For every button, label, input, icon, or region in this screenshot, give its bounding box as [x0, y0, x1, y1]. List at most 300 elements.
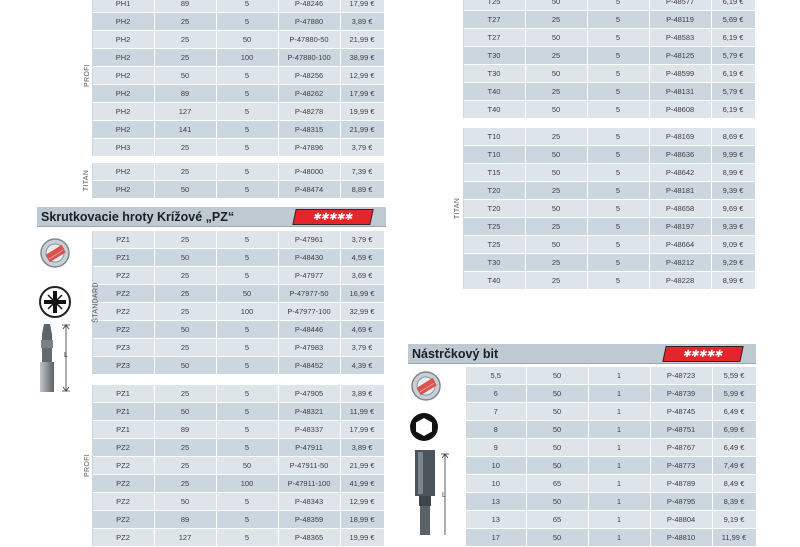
table-row: [76, 421, 384, 439]
table-row: [76, 31, 384, 49]
table-cell: 3,89 €: [340, 13, 384, 31]
table-cell: 11,99 €: [340, 403, 384, 421]
pz-length-label: L: [64, 352, 68, 359]
table-cell: 50: [216, 31, 278, 49]
table-cell: 1: [588, 439, 650, 457]
table-cell: 12,99 €: [340, 493, 384, 511]
table-cell: 5: [216, 403, 278, 421]
table-cell: 50: [216, 285, 278, 303]
table-cell: P-48169: [649, 128, 711, 146]
table-cell: 50: [525, 101, 587, 119]
table-cell: P-48577: [649, 0, 711, 11]
table-cell: 89: [154, 85, 216, 103]
table-cell: 5: [216, 439, 278, 457]
table-cell: 5,59 €: [712, 367, 756, 385]
table-cell: P-47977-50: [278, 285, 340, 303]
table-cell: P-48337: [278, 421, 340, 439]
table-cell: 7: [466, 403, 526, 421]
table-row: [76, 67, 384, 85]
ph-titan-table: [76, 163, 385, 199]
table-cell: PH2: [92, 31, 154, 49]
table-cell: 50: [526, 421, 588, 439]
pz-profi-table: [76, 385, 385, 547]
table-cell: 6,49 €: [712, 403, 756, 421]
table-row: [447, 29, 755, 47]
table-cell: 25: [525, 218, 587, 236]
table-row: [447, 47, 755, 65]
table-cell: 25: [154, 457, 216, 475]
table-cell: 5: [587, 254, 649, 272]
pz-bit-icon: [36, 322, 60, 394]
table-cell: 5,69 €: [711, 11, 755, 29]
table-cell: P-48343: [278, 493, 340, 511]
table-cell: 11,99 €: [712, 529, 756, 547]
table-cell: P-47880-50: [278, 31, 340, 49]
table-row: [447, 200, 755, 218]
table-row: [447, 146, 755, 164]
table-cell: T25: [463, 218, 525, 236]
table-cell: 5: [587, 164, 649, 182]
table-row: [466, 367, 756, 385]
table-cell: 50: [526, 439, 588, 457]
table-cell: P-48723: [650, 367, 712, 385]
table-cell: P-48212: [649, 254, 711, 272]
table-row: [76, 85, 384, 103]
table-cell: 9,19 €: [712, 511, 756, 529]
table-cell: 25: [525, 128, 587, 146]
table-row: [466, 493, 756, 511]
table-cell: 5: [216, 493, 278, 511]
table-row: [466, 457, 756, 475]
table-row: [76, 439, 384, 457]
table-cell: 5: [587, 128, 649, 146]
table-cell: 5: [216, 67, 278, 85]
table-cell: P-48773: [650, 457, 712, 475]
table-cell: 1: [588, 493, 650, 511]
table-cell: P-48181: [649, 182, 711, 200]
table-cell: P-48452: [278, 357, 340, 375]
table-cell: 50: [525, 146, 587, 164]
table-cell: PH2: [92, 49, 154, 67]
table-cell: 5,99 €: [712, 385, 756, 403]
table-cell: T40: [463, 272, 525, 290]
table-cell: P-47961: [278, 231, 340, 249]
table-cell: 17,99 €: [340, 0, 384, 13]
table-cell: 25: [154, 13, 216, 31]
table-cell: 5: [216, 249, 278, 267]
table-cell: 8,99 €: [711, 164, 755, 182]
table-cell: 5: [587, 146, 649, 164]
ph-profi-table: [76, 0, 385, 157]
nastrckovy-section-title: Nástrčkový bit: [412, 346, 499, 361]
table-cell: 1: [588, 421, 650, 439]
table-cell: 89: [154, 511, 216, 529]
table-cell: PZ2: [92, 303, 154, 321]
table-cell: P-48739: [650, 385, 712, 403]
table-cell: P-48642: [649, 164, 711, 182]
table-cell: 50: [154, 249, 216, 267]
table-row: [76, 511, 384, 529]
phillips-cross-icon: [38, 285, 72, 319]
table-cell: T20: [463, 200, 525, 218]
table-cell: PH2: [92, 163, 154, 181]
table-cell: P-48359: [278, 511, 340, 529]
group-label: [76, 231, 100, 375]
pz-section-header: [37, 207, 386, 227]
table-cell: 1: [588, 511, 650, 529]
table-cell: 50: [525, 236, 587, 254]
table-row: [466, 475, 756, 493]
table-cell: P-47911: [278, 439, 340, 457]
table-cell: 9,99 €: [711, 146, 755, 164]
table-cell: 25: [525, 11, 587, 29]
table-cell: PZ1: [92, 421, 154, 439]
table-cell: PZ1: [92, 385, 154, 403]
table-row: [447, 218, 755, 236]
table-cell: 5: [587, 236, 649, 254]
table-cell: 3,89 €: [340, 385, 384, 403]
table-cell: 5: [216, 511, 278, 529]
table-cell: PH2: [92, 103, 154, 121]
table-cell: 5: [216, 13, 278, 31]
table-cell: 5: [216, 357, 278, 375]
table-cell: 50: [154, 181, 216, 199]
table-cell: P-48608: [649, 101, 711, 119]
table-cell: 5: [587, 29, 649, 47]
table-row: [466, 439, 756, 457]
table-cell: 5: [216, 85, 278, 103]
table-cell: 141: [154, 121, 216, 139]
nastrckovy-section-header: [408, 344, 756, 364]
table-cell: T30: [463, 47, 525, 65]
table-cell: 1: [588, 385, 650, 403]
table-cell: P-48131: [649, 83, 711, 101]
table-cell: 12,99 €: [340, 67, 384, 85]
table-cell: P-48262: [278, 85, 340, 103]
table-cell: P-48745: [650, 403, 712, 421]
table-row: [76, 249, 384, 267]
table-cell: P-47983: [278, 339, 340, 357]
table-row: [447, 128, 755, 146]
table-cell: PH2: [92, 67, 154, 85]
table-row: [466, 403, 756, 421]
table-cell: P-48446: [278, 321, 340, 339]
table-cell: 50: [526, 457, 588, 475]
table-cell: 4,39 €: [340, 357, 384, 375]
table-cell: P-48228: [649, 272, 711, 290]
table-cell: 9,29 €: [711, 254, 755, 272]
table-cell: 6: [466, 385, 526, 403]
table-cell: PH2: [92, 13, 154, 31]
table-cell: 50: [154, 403, 216, 421]
table-cell: 21,99 €: [340, 457, 384, 475]
table-cell: 5: [587, 47, 649, 65]
table-cell: P-48119: [649, 11, 711, 29]
table-cell: T25: [463, 236, 525, 254]
table-cell: PZ2: [92, 475, 154, 493]
table-cell: 5: [216, 421, 278, 439]
table-row: [76, 267, 384, 285]
pz-standard-table: [76, 231, 385, 375]
table-cell: 17: [466, 529, 526, 547]
table-cell: PZ2: [92, 321, 154, 339]
socket-length-label: L: [442, 492, 446, 499]
table-cell: 6,49 €: [712, 439, 756, 457]
table-cell: 1: [588, 457, 650, 475]
table-cell: 13: [466, 493, 526, 511]
table-cell: 5: [216, 231, 278, 249]
table-cell: 25: [154, 267, 216, 285]
table-row: [76, 475, 384, 493]
group-label: [447, 0, 463, 119]
table-cell: 65: [526, 475, 588, 493]
table-cell: 5: [216, 321, 278, 339]
table-cell: P-48321: [278, 403, 340, 421]
table-row: [76, 285, 384, 303]
table-cell: 9,39 €: [711, 182, 755, 200]
table-cell: 38,99 €: [340, 49, 384, 67]
table-cell: P-47905: [278, 385, 340, 403]
table-cell: P-48246: [278, 0, 340, 13]
table-row: [466, 511, 756, 529]
table-cell: 6,19 €: [711, 101, 755, 119]
table-cell: 19,99 €: [340, 103, 384, 121]
table-cell: 4,59 €: [340, 249, 384, 267]
table-row: [76, 103, 384, 121]
table-cell: PZ2: [92, 267, 154, 285]
table-cell: P-48804: [650, 511, 712, 529]
table-cell: 25: [525, 182, 587, 200]
table-cell: 41,99 €: [340, 475, 384, 493]
table-cell: 1: [588, 529, 650, 547]
table-cell: 5: [587, 218, 649, 236]
table-cell: 8,89 €: [340, 181, 384, 199]
table-cell: 5: [216, 139, 278, 157]
table-cell: PH2: [92, 85, 154, 103]
table-cell: 5: [216, 0, 278, 13]
table-row: [76, 49, 384, 67]
table-cell: 18,99 €: [340, 511, 384, 529]
table-cell: 17,99 €: [340, 85, 384, 103]
table-cell: P-48278: [278, 103, 340, 121]
table-row: [466, 385, 756, 403]
table-cell: 50: [526, 493, 588, 511]
table-cell: P-47880-100: [278, 49, 340, 67]
table-row: [447, 272, 755, 290]
table-cell: T27: [463, 11, 525, 29]
table-cell: PH2: [92, 181, 154, 199]
table-cell: P-47911-50: [278, 457, 340, 475]
table-cell: 8,69 €: [711, 128, 755, 146]
table-cell: T25: [463, 0, 525, 11]
table-cell: PZ3: [92, 357, 154, 375]
table-row: [76, 357, 384, 375]
table-cell: T27: [463, 29, 525, 47]
table-cell: 3,79 €: [340, 139, 384, 157]
table-cell: T30: [463, 254, 525, 272]
table-cell: 6,19 €: [711, 65, 755, 83]
table-cell: 65: [526, 511, 588, 529]
table-cell: 5: [587, 101, 649, 119]
table-cell: PZ1: [92, 249, 154, 267]
table-cell: P-48000: [278, 163, 340, 181]
table-cell: P-47977: [278, 267, 340, 285]
table-cell: 3,79 €: [340, 339, 384, 357]
table-cell: P-48197: [649, 218, 711, 236]
table-cell: 50: [154, 67, 216, 85]
table-cell: P-48256: [278, 67, 340, 85]
table-row: [76, 529, 384, 547]
group-label: [76, 163, 92, 199]
table-cell: 25: [154, 31, 216, 49]
table-cell: 5: [587, 272, 649, 290]
table-row: [447, 83, 755, 101]
table-cell: 5: [216, 529, 278, 547]
table-cell: T10: [463, 128, 525, 146]
table-row: [76, 163, 384, 181]
table-cell: 5: [587, 83, 649, 101]
table-cell: 25: [154, 49, 216, 67]
table-row: [76, 457, 384, 475]
table-cell: 5: [216, 339, 278, 357]
table-cell: 5: [587, 0, 649, 11]
table-row: [76, 303, 384, 321]
group-label: [76, 385, 92, 547]
table-cell: PZ2: [92, 493, 154, 511]
table-cell: 19,99 €: [340, 529, 384, 547]
table-row: [447, 254, 755, 272]
table-cell: PH2: [92, 121, 154, 139]
table-row: [76, 121, 384, 139]
table-cell: 100: [216, 303, 278, 321]
table-row: [76, 231, 384, 249]
table-cell: P-47977-100: [278, 303, 340, 321]
table-cell: PZ3: [92, 339, 154, 357]
table-cell: 5: [587, 200, 649, 218]
table-cell: 5: [587, 11, 649, 29]
table-cell: 21,99 €: [340, 31, 384, 49]
table-cell: P-48751: [650, 421, 712, 439]
torx-profi-table: [447, 0, 756, 119]
table-cell: 50: [526, 367, 588, 385]
table-cell: T15: [463, 164, 525, 182]
table-cell: P-47896: [278, 139, 340, 157]
table-cell: 3,89 €: [340, 439, 384, 457]
table-cell: 16,99 €: [340, 285, 384, 303]
table-cell: 6,19 €: [711, 0, 755, 11]
table-cell: T20: [463, 182, 525, 200]
table-row: [76, 13, 384, 31]
table-cell: 25: [154, 163, 216, 181]
table-cell: P-48315: [278, 121, 340, 139]
table-cell: 100: [216, 475, 278, 493]
table-cell: P-47911-100: [278, 475, 340, 493]
table-cell: 8,39 €: [712, 493, 756, 511]
table-cell: PZ2: [92, 285, 154, 303]
table-cell: 25: [154, 475, 216, 493]
nastrckovy-quality-stars: ✱✱✱✱✱: [662, 346, 743, 362]
table-cell: 50: [526, 385, 588, 403]
table-cell: PZ1: [92, 231, 154, 249]
table-cell: P-47880: [278, 13, 340, 31]
table-cell: 5: [216, 121, 278, 139]
table-cell: 32,99 €: [340, 303, 384, 321]
table-row: [447, 65, 755, 83]
group-label-text: TITAN: [454, 197, 462, 220]
table-cell: 25: [525, 83, 587, 101]
table-cell: 50: [525, 164, 587, 182]
table-cell: 3,79 €: [340, 231, 384, 249]
table-cell: P-48795: [650, 493, 712, 511]
table-cell: P-48658: [649, 200, 711, 218]
table-row: [447, 0, 755, 11]
table-cell: 17,99 €: [340, 421, 384, 439]
table-cell: P-48599: [649, 65, 711, 83]
table-cell: PZ2: [92, 511, 154, 529]
table-cell: 9,39 €: [711, 218, 755, 236]
table-cell: 25: [154, 385, 216, 403]
table-cell: 8: [466, 421, 526, 439]
table-cell: P-48767: [650, 439, 712, 457]
table-cell: 50: [526, 403, 588, 421]
table-row: [447, 164, 755, 182]
table-cell: 6,99 €: [712, 421, 756, 439]
table-cell: 89: [154, 0, 216, 13]
table-cell: T40: [463, 83, 525, 101]
table-cell: 4,69 €: [340, 321, 384, 339]
table-cell: 25: [154, 285, 216, 303]
table-cell: 100: [216, 49, 278, 67]
table-row: [447, 101, 755, 119]
table-cell: T10: [463, 146, 525, 164]
pz-quality-stars: ✱✱✱✱✱: [292, 209, 373, 225]
group-label-text: ŠTANDARD: [92, 282, 100, 323]
table-cell: 5: [216, 385, 278, 403]
table-cell: 50: [525, 65, 587, 83]
warranty-badge-icon: [408, 368, 444, 404]
table-cell: P-48583: [649, 29, 711, 47]
table-cell: 25: [154, 303, 216, 321]
table-cell: 25: [154, 339, 216, 357]
table-cell: 5: [587, 182, 649, 200]
table-cell: PZ1: [92, 403, 154, 421]
warranty-badge-icon: [37, 235, 73, 271]
table-cell: 9,69 €: [711, 200, 755, 218]
table-row: [466, 421, 756, 439]
group-label-text: PROFI: [83, 64, 91, 87]
table-cell: T30: [463, 65, 525, 83]
table-cell: P-48430: [278, 249, 340, 267]
table-cell: 50: [216, 457, 278, 475]
table-row: [76, 493, 384, 511]
table-cell: 21,99 €: [340, 121, 384, 139]
torx-titan-table: [447, 128, 756, 290]
table-cell: P-48664: [649, 236, 711, 254]
table-cell: P-48365: [278, 529, 340, 547]
pz-section-title: Skrutkovacie hroty Krížové „PZ“: [41, 209, 235, 224]
table-row: [447, 11, 755, 29]
table-cell: P-48636: [649, 146, 711, 164]
table-cell: 50: [525, 200, 587, 218]
table-cell: 9: [466, 439, 526, 457]
table-cell: 8,99 €: [711, 272, 755, 290]
table-cell: 50: [525, 0, 587, 11]
table-row: [447, 182, 755, 200]
table-cell: 10: [466, 475, 526, 493]
table-cell: 6,19 €: [711, 29, 755, 47]
socket-bit-icon: [412, 450, 438, 535]
table-cell: 25: [525, 47, 587, 65]
